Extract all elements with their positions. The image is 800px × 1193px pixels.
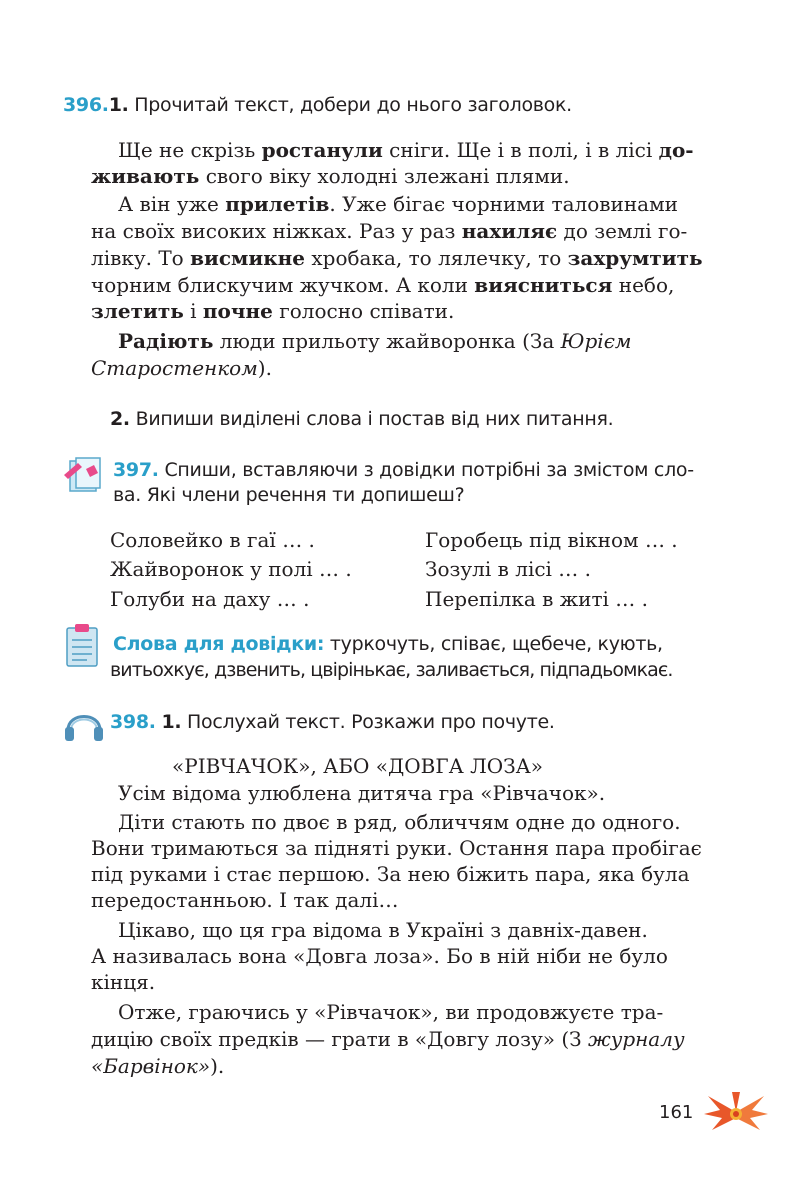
ex397-number: 397. bbox=[113, 459, 159, 481]
ex398-line: Вони тримаються за підняті руки. Остання пара пробігає bbox=[91, 836, 702, 860]
ex396-line: чорним блискучим жучком. А коли вияcниться небо, bbox=[91, 273, 675, 297]
ex396-task1-number: 1. bbox=[108, 94, 129, 116]
headphones-icon bbox=[62, 700, 106, 744]
ex397-reference-line2: витьохкує, дзвенить, цвірінькає, заливається, підпадьомкає. bbox=[110, 659, 673, 681]
ex398-line: А називалась вона «Довга лоза». Бо в ній ніби не було bbox=[91, 944, 668, 968]
ex396-line: Старостенком). bbox=[91, 356, 272, 380]
ex397-left-3: Голуби на даху … . bbox=[110, 587, 310, 611]
ex396-line: Ще не скрізь ростанули сніги. Ще і в полі, і в лісі до- bbox=[118, 138, 694, 162]
ex398-line: кінця. bbox=[91, 970, 156, 994]
ex398-line: Цікаво, що ця гра відома в Україні з давніх-давен. bbox=[118, 918, 648, 942]
ex397-left-2: Жайворонок у полі … . bbox=[110, 557, 352, 581]
ex397-right-2: Зозулі в лісі … . bbox=[425, 557, 592, 581]
ex398-line: дицію своїх предків — грати в «Довгу лозу» (З журналу bbox=[91, 1027, 685, 1051]
pen-paper-icon bbox=[60, 455, 106, 495]
ex398-title: «РІВЧАЧОК», АБО «ДОВГА ЛОЗА» bbox=[172, 754, 544, 778]
flower-ornament-icon bbox=[702, 1088, 770, 1136]
ex396-task2-text: Випиши виділені слова і постав від них питання. bbox=[135, 408, 614, 430]
ex396-task2-number: 2. bbox=[110, 408, 130, 430]
ex398-line: Діти стають по двоє в ряд, обличчям одне до одного. bbox=[118, 810, 681, 834]
ex397-header bbox=[113, 459, 694, 481]
ex398-line: Отже, граючись у «Рівчачок», ви продовжуєте тра- bbox=[118, 1000, 664, 1024]
ex396-line: лівку. То висмикне хробака, то лялечку, то захрумтить bbox=[91, 246, 703, 270]
ex396-line: на своїх високих ніжках. Раз у раз нахиляє до землі го- bbox=[91, 219, 688, 243]
ex398-line: передостанньою. І так далі… bbox=[91, 888, 399, 912]
ex396-header bbox=[63, 94, 572, 116]
ex398-task1-text: Послухай текст. Розкажи про почуте. bbox=[187, 711, 555, 733]
ex396-line: живають свого віку холодні злежані плями. bbox=[91, 164, 570, 188]
ex397-reference-line1: туркочуть, співає, щебече, кують, bbox=[324, 633, 663, 655]
ex398-task1-number: 1. bbox=[161, 711, 182, 733]
ex396-task2 bbox=[110, 408, 613, 430]
ex396-line: А він уже прилетів. Уже бігає чорними таловинами bbox=[118, 192, 678, 216]
ex398-line: «Барвінок»). bbox=[91, 1054, 225, 1078]
ex398-line: під руками і стає першою. За нею біжить пара, яка була bbox=[91, 862, 690, 886]
ex397-line2: ва. Які члени речення ти допишеш? bbox=[113, 484, 465, 506]
ex397-line1: Спиши, вставляючи з довідки потрібні за змістом сло- bbox=[164, 459, 694, 481]
ex396-line: Радіють люди прильоту жайворонка (За Юрієм bbox=[118, 329, 632, 353]
ex398-header bbox=[110, 711, 555, 733]
page-number: 161 bbox=[659, 1102, 694, 1123]
ex397-right-1: Горобець під вікном … . bbox=[425, 528, 678, 552]
ex396-task1-text: Прочитай текст, добери до нього заголовок. bbox=[134, 94, 572, 116]
ex396-number: 396. bbox=[63, 94, 109, 116]
ex396-line: злетить і почне голосно співати. bbox=[91, 299, 455, 323]
ex398-number: 398. bbox=[110, 711, 156, 733]
ex397-left-1: Соловейко в гаї … . bbox=[110, 528, 315, 552]
ex397-right-3: Перепілка в житі … . bbox=[425, 587, 649, 611]
ex397-reference bbox=[113, 633, 663, 655]
ex397-reference-label: Слова для довідки: bbox=[113, 633, 325, 655]
clipboard-icon bbox=[63, 622, 103, 670]
ex398-line: Усім відома улюблена дитяча гра «Рівчачок». bbox=[118, 781, 606, 805]
